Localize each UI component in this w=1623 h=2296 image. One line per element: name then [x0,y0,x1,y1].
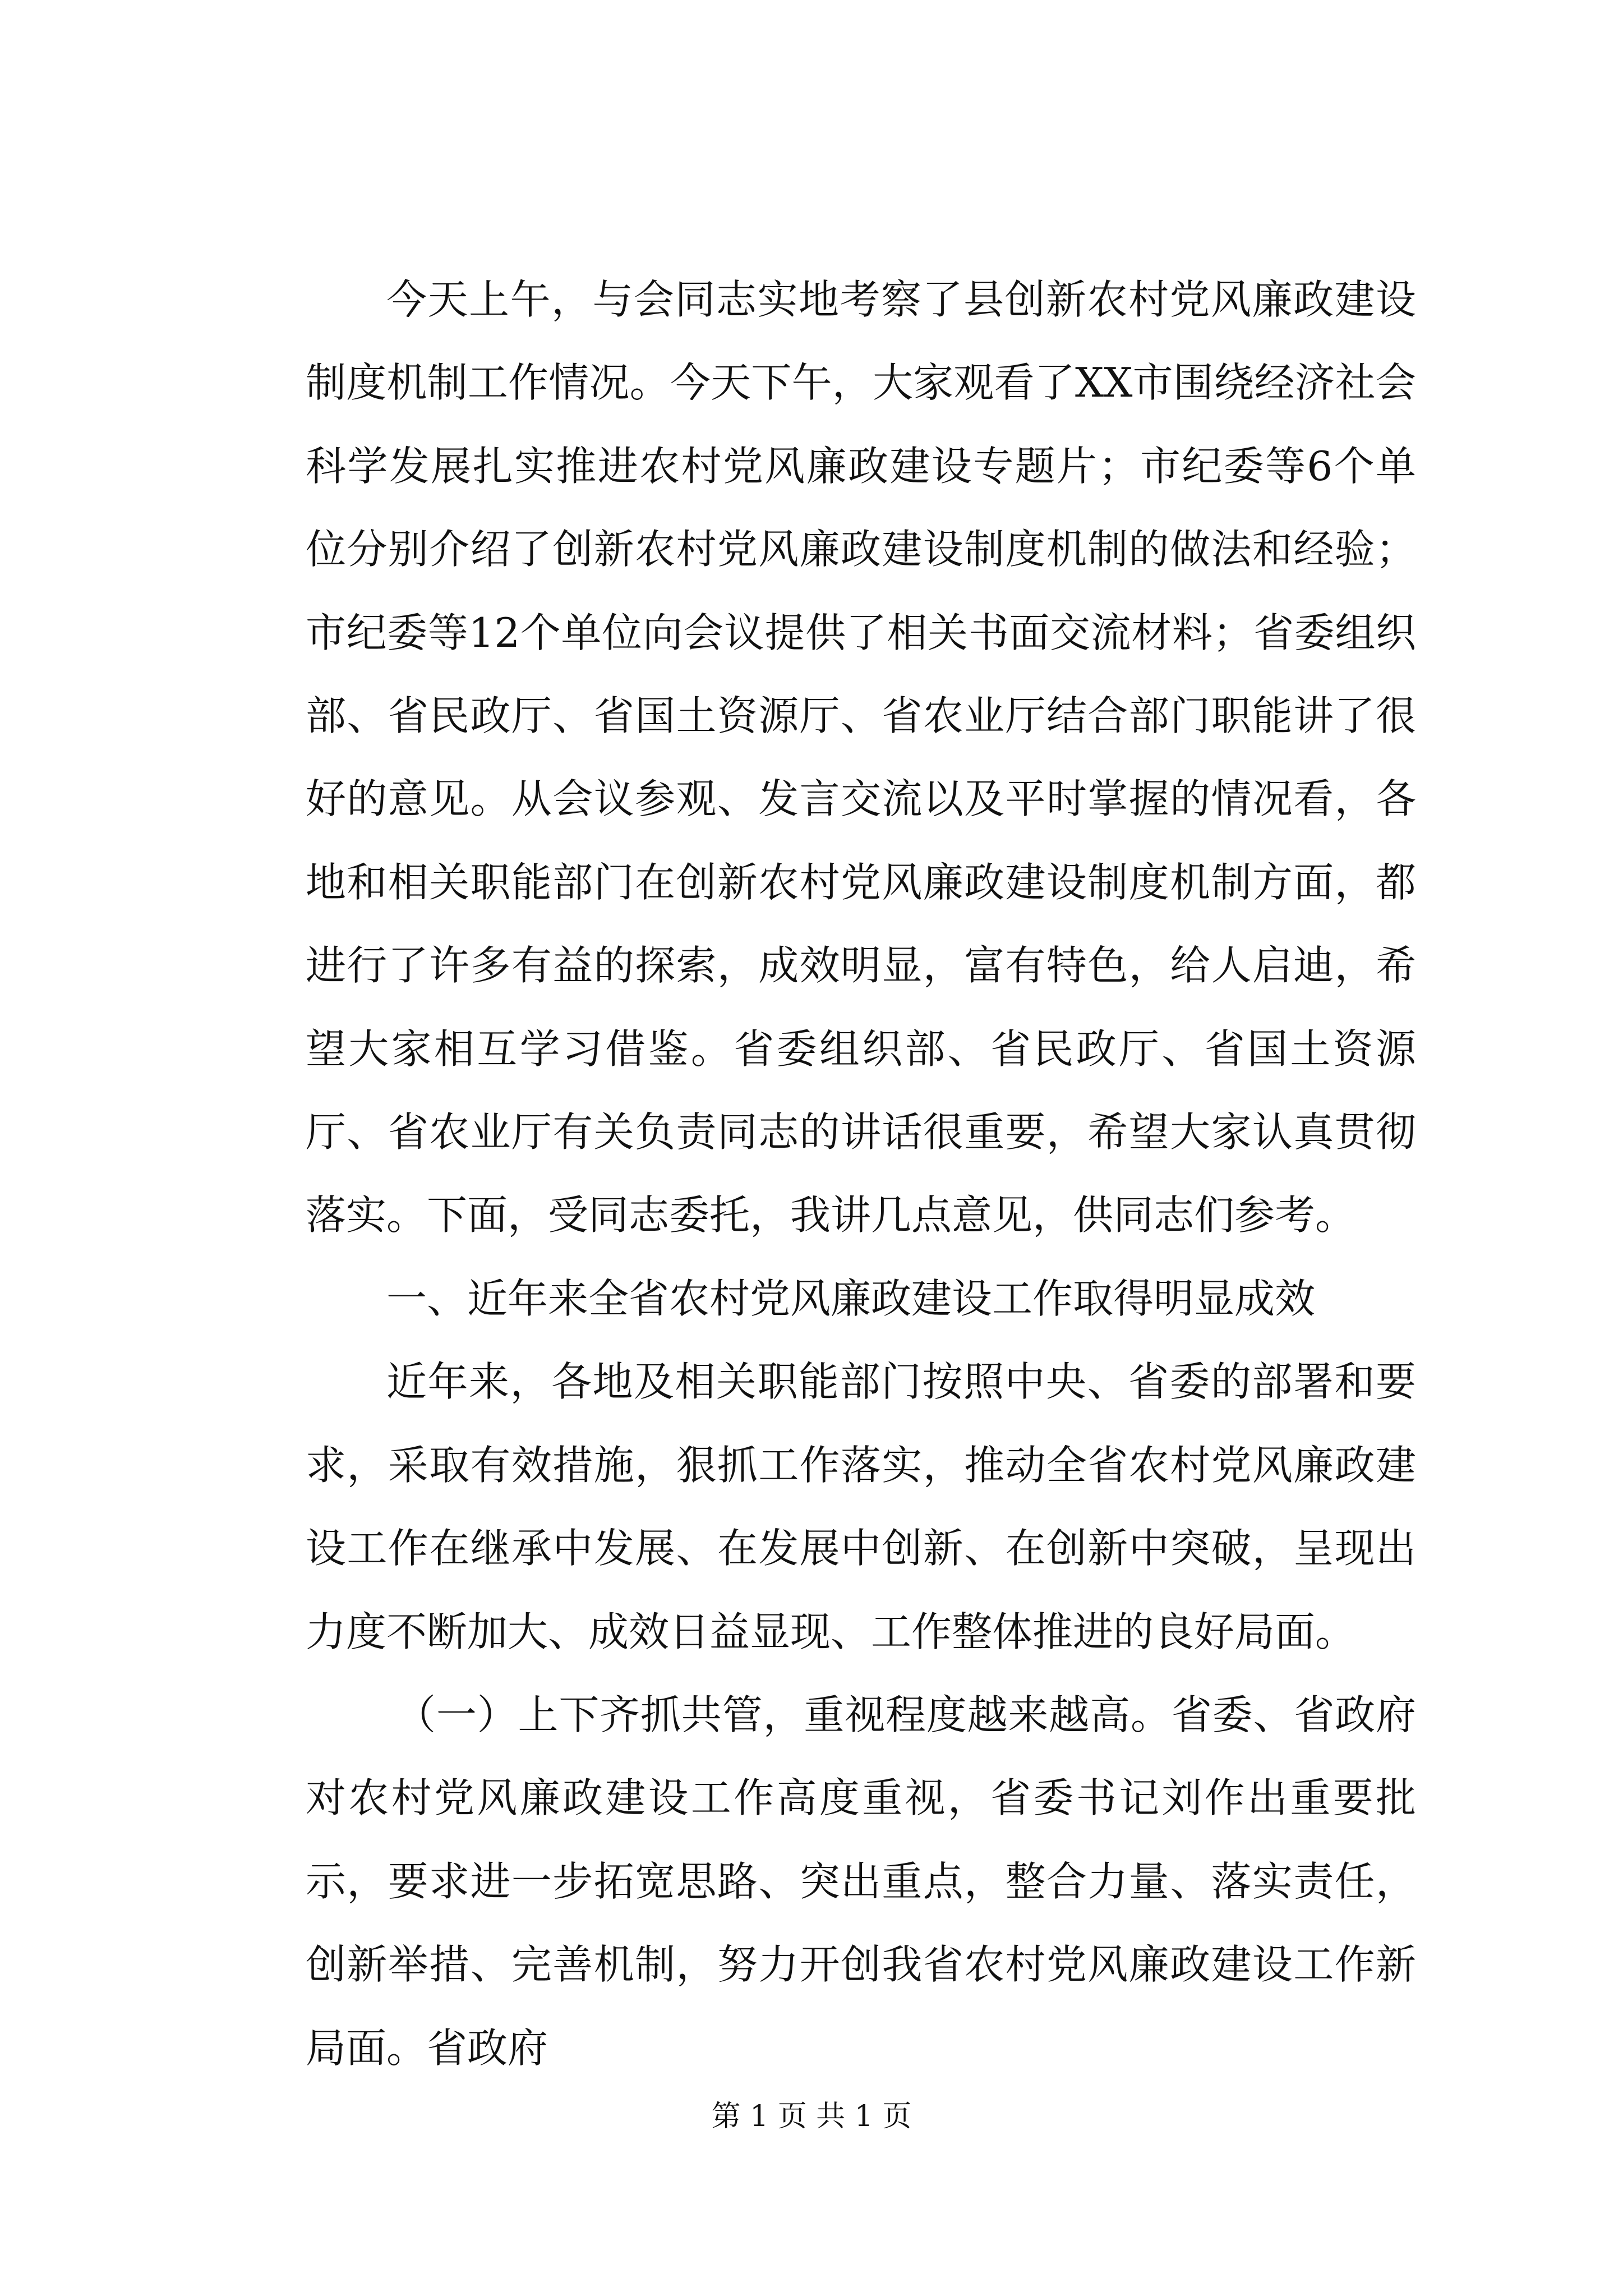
paragraph-section-1-intro: 近年来，各地及相关职能部门按照中央、省委的部署和要求，采取有效措施，狠抓工作落实，推动全省农村党风廉政建设工作在继承中发展、在发展中创新、在创新中突破，呈现出力度不断加大、成效日益显现、工作整体推进的良好局面。 [306,1358,1416,1655]
paragraph-subsection-1: （一）上下齐抓共管，重视程度越来越高。省委、省政府对农村党风廉政建设工作高度重视，省委书记刘作出重要批示，要求进一步拓宽思路、突出重点，整合力量、落实责任，创新举措、完善机制，努力开创我省农村党风廉政建设工作新局面。省政府 [306,1691,1416,2072]
paragraph-intro: 今天上午，与会同志实地考察了县创新农村党风廉政建设制度机制工作情况。今天下午，大家观看了XX市围绕经济社会科学发展扎实推进农村党风廉政建设专题片；市纪委等6个单位分别介绍了创新农村党风廉政建设制度机制的做法和经验；市纪委等12个单位向会议提供了相关书面交流材料；省委组织部、省民政厅、省国土资源厅、省农业厅结合部门职能讲了很好的意见。从会议参观、发言交流以及平时掌握的情况看，各地和相关职能部门在创新农村党风廉政建设制度机制方面，都进行了许多有益的探索，成效明显，富有特色，给人启迪，希望大家相互学习借鉴。省委组织部、省民政厅、省国土资源厅、省农业厅有关负责同志的讲话很重要，希望大家认真贯彻落实。下面，受同志委托，我讲几点意见，供同志们参考。 [306,276,1416,1239]
page-footer: 第 1 页 共 1 页 [711,2100,912,2133]
document-body [306,258,1416,2090]
section-heading-1: 一、近年来全省农村党风廉政建设工作取得明显成效 [386,1274,1316,1322]
